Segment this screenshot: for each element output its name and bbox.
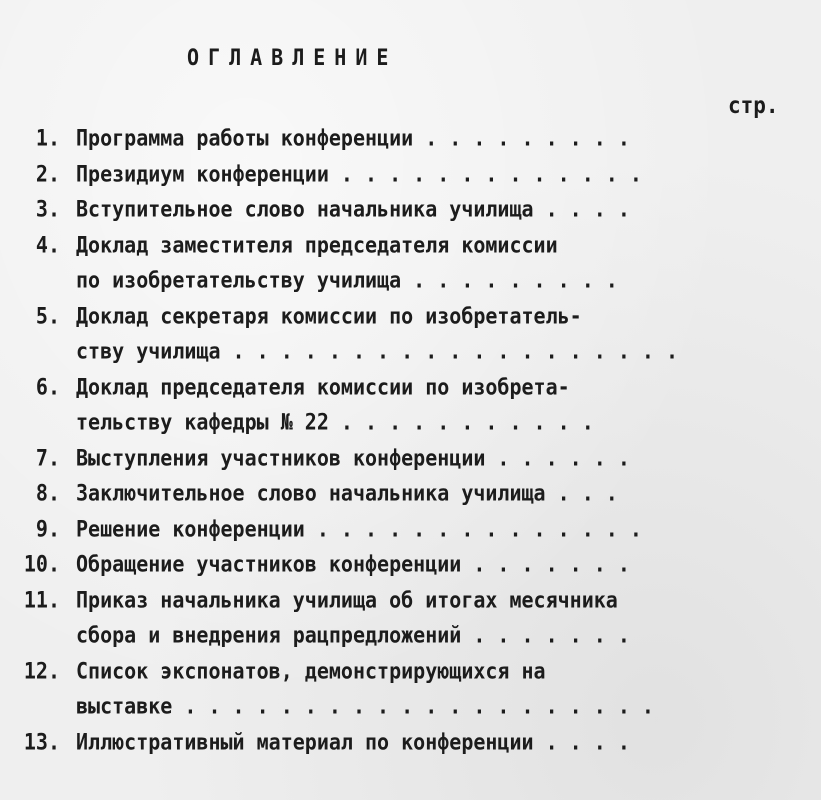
toc-entry-text: Доклад председателя комиссии по изобрета- [76, 372, 570, 400]
toc-entry-number: 11. [23, 585, 60, 613]
toc-entry-text: Список экспонатов, демонстрирующихся на [76, 656, 546, 684]
toc-entry-text: сбора и внедрения рацпредложений . . . . . . . [76, 621, 630, 648]
toc-entry-continuation [0, 692, 800, 730]
toc-entry-text: Доклад секретаря комиссии по изобретатель- [76, 301, 582, 329]
toc-entry-text: Заключительное слово начальника училища . . . [76, 479, 618, 506]
toc-entry-line [0, 160, 800, 198]
toc-entry-text: Доклад заместителя председателя комиссии [76, 230, 558, 258]
toc-entry-text: тельству кафедры № 22 . . . . . . . . . . . [76, 408, 594, 435]
toc-entry-text: Президиум конференции . . . . . . . . . . . . . [76, 159, 642, 187]
toc-entry-continuation [0, 337, 800, 375]
toc-entry-text: Обращение участников конференции . . . . . . . [76, 550, 630, 577]
toc-entry-continuation [0, 621, 800, 659]
toc-entry-text: ству училища . . . . . . . . . . . . . . . . . . . [76, 337, 679, 364]
toc-entry-line [0, 302, 800, 340]
toc-entry-number: 8. [35, 479, 60, 506]
toc-entry-number: 10. [23, 550, 60, 577]
toc-entry-text: Вступительное слово начальника училища . . . . [76, 195, 630, 222]
toc-entry-line [0, 444, 800, 482]
toc-entry-number: 5. [35, 301, 60, 329]
toc-entry-number: 7. [35, 443, 60, 471]
toc-entry-number: 1. [35, 124, 60, 151]
toc-entry-line [0, 657, 800, 695]
toc-entry-continuation [0, 266, 800, 304]
toc-entry-text: Иллюстративный материал по конференции . . . . [76, 727, 630, 755]
toc-entry-number: 13. [23, 727, 60, 755]
toc-entry-line [0, 515, 800, 553]
toc-entry-line [0, 231, 800, 269]
toc-entry-line [0, 373, 800, 411]
toc-entry-text: по изобретательству училища . . . . . . . . . [76, 266, 618, 293]
toc-entry-line [0, 586, 800, 624]
toc-entry-text: Приказ начальника училища об итогах месячника [76, 585, 618, 613]
toc-entry-line [0, 124, 800, 162]
toc-entry-continuation [0, 408, 800, 446]
toc-entry-number: 4. [35, 230, 60, 258]
page-column-label: стр. [728, 92, 779, 119]
toc-entry-number: 3. [35, 195, 60, 222]
toc-entry-line [0, 728, 800, 766]
toc-entry-text: Программа работы конференции . . . . . . . . . [76, 124, 630, 151]
page-title: ОГЛАВЛЕНИЕ [187, 44, 398, 71]
toc-entry-line [0, 195, 800, 233]
toc-entry-number: 2. [35, 159, 60, 187]
toc-entry-line [0, 479, 800, 517]
toc-entry-number: 9. [35, 514, 60, 542]
toc-entry-number: 6. [35, 372, 60, 400]
toc-entry-text: выставке . . . . . . . . . . . . . . . . . . . . [76, 692, 654, 719]
toc-entry-line [0, 550, 800, 588]
toc-entry-text: Решение конференции . . . . . . . . . . . . . . [76, 514, 642, 542]
toc-entry-text: Выступления участников конференции . . . . . . [76, 443, 630, 471]
toc-entry-number: 12. [23, 656, 60, 684]
